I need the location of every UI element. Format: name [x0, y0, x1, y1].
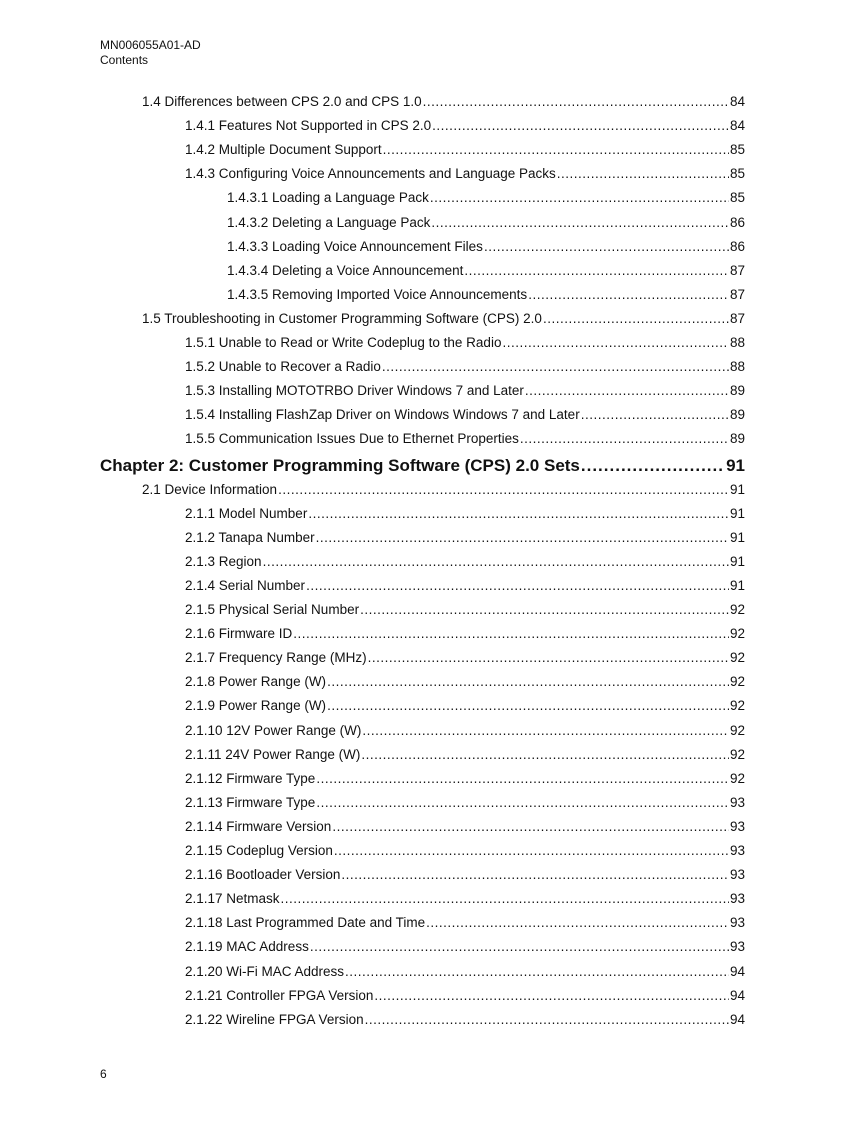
toc-entry-link[interactable]: [185, 791, 745, 815]
dot-leader: [520, 427, 729, 451]
toc-entry-link[interactable]: [185, 911, 745, 935]
toc-entry-link[interactable]: [185, 743, 745, 767]
toc-entry-title: 2.1.6 Firmware ID: [185, 626, 293, 642]
dot-leader: [334, 839, 729, 863]
toc-entry-page: 88: [729, 359, 745, 375]
dot-leader: [426, 911, 729, 935]
toc-entry-link[interactable]: [227, 186, 745, 210]
toc-entry-title: 2.1.9 Power Range (W): [185, 698, 327, 714]
toc-entry-page: 93: [729, 939, 745, 955]
toc-entry-link[interactable]: [185, 984, 745, 1008]
toc-entry-title: 1.4 Differences between CPS 2.0 and CPS 1.0: [142, 94, 422, 109]
toc-entry-title: 2.1.7 Frequency Range (MHz): [185, 650, 367, 666]
toc-entry-page: 87: [729, 286, 745, 302]
toc-entry-title: 1.5.4 Installing FlashZap Driver on Windows Windows 7 and Later: [185, 407, 580, 423]
toc-entry-page: 92: [729, 650, 745, 666]
dot-leader: [263, 550, 729, 574]
toc-entry-title: 2.1.17 Netmask: [185, 891, 280, 907]
dot-leader: [316, 526, 729, 550]
toc-entry-link[interactable]: [185, 887, 745, 911]
toc-entry-link[interactable]: [185, 598, 745, 622]
dot-leader: [528, 283, 729, 307]
toc-entry-title: 2.1.2 Tanapa Number: [185, 529, 315, 545]
toc-entry-link[interactable]: [185, 574, 745, 598]
dot-leader: [484, 235, 729, 259]
toc-entry-link[interactable]: [227, 235, 745, 259]
dot-leader: [464, 259, 729, 283]
toc-entry-title: 2.1.10 12V Power Range (W): [185, 722, 362, 738]
dot-leader: [557, 162, 729, 186]
toc-entry-page: 91: [729, 529, 745, 545]
toc-entry-link[interactable]: [185, 331, 745, 355]
toc-entry-title: 1.4.2 Multiple Document Support: [185, 142, 382, 158]
dot-leader: [525, 379, 729, 403]
toc-entry-link[interactable]: [185, 162, 745, 186]
toc-entry-page: 93: [729, 867, 745, 883]
dot-leader: [423, 90, 729, 114]
dot-leader: [306, 574, 729, 598]
toc-entry-title: 2.1.12 Firmware Type: [185, 770, 316, 786]
toc-entry-page: 94: [729, 1011, 745, 1027]
toc-chapter-link[interactable]: [100, 452, 745, 480]
dot-leader: [365, 1008, 729, 1032]
toc-entry-title: 2.1.3 Region: [185, 553, 262, 569]
toc-entry-page: 92: [729, 770, 745, 786]
toc-entry-page: 84: [729, 118, 745, 134]
dot-leader: [345, 960, 729, 984]
dot-leader: [368, 646, 729, 670]
document-id: MN006055A01-AD: [100, 38, 201, 52]
toc-entry-link[interactable]: [142, 307, 745, 331]
toc-entry-page: 87: [729, 310, 745, 326]
toc-entry-page: 87: [729, 262, 745, 278]
dot-leader: [430, 186, 729, 210]
toc-entry-page: 92: [729, 722, 745, 738]
toc-entry-link[interactable]: [185, 839, 745, 863]
toc-entry-page: 91: [729, 481, 745, 497]
toc-entry-title: 2.1.14 Firmware Version: [185, 818, 332, 834]
toc-entry-page: 93: [729, 818, 745, 834]
page-number: 6: [100, 1067, 107, 1081]
toc-entry-title: 1.4.3 Configuring Voice Announcements and Language Packs: [185, 166, 556, 182]
dot-leader: [432, 114, 729, 138]
dot-leader: [327, 670, 729, 694]
toc-entry-title: 2.1.4 Serial Number: [185, 577, 306, 593]
dot-leader: [360, 598, 729, 622]
toc-entry-page: 91: [729, 553, 745, 569]
dot-leader: [383, 138, 729, 162]
toc-entry-link[interactable]: [185, 1008, 745, 1032]
toc-entry-page: 89: [729, 431, 745, 447]
toc-entry-page: 85: [729, 166, 745, 182]
toc-entry-link[interactable]: [185, 403, 745, 427]
dot-leader: [581, 452, 725, 480]
toc-entry-title: 2.1.16 Bootloader Version: [185, 867, 341, 883]
toc-entry-page: 93: [729, 794, 745, 810]
dot-leader: [332, 815, 729, 839]
toc-entry-title: 1.4.1 Features Not Supported in CPS 2.0: [185, 118, 432, 134]
toc-entry-page: 94: [729, 963, 745, 979]
toc-entry-title: 1.4.3.3 Loading Voice Announcement Files: [227, 238, 483, 254]
toc-entry-link[interactable]: [185, 379, 745, 403]
toc-entry-page: 92: [729, 602, 745, 617]
toc-entry-link[interactable]: [185, 138, 745, 162]
toc-entry-page: 86: [729, 238, 745, 254]
dot-leader: [361, 743, 729, 767]
toc-entry-title: 2.1.11 24V Power Range (W): [185, 746, 361, 762]
toc-entry-page: 92: [729, 698, 745, 714]
toc-entry-page: 91: [726, 455, 745, 475]
toc-entry-page: 91: [729, 505, 745, 521]
dot-leader: [278, 478, 729, 502]
toc-entry-link[interactable]: [185, 694, 745, 718]
toc-entry-title: Chapter 2: Customer Programming Software (CPS) 2.0 Sets: [100, 455, 580, 475]
toc-entry-link[interactable]: [185, 114, 745, 138]
toc-entry-title: 2.1.18 Last Programmed Date and Time: [185, 915, 426, 931]
toc-entry-link[interactable]: [227, 259, 745, 283]
toc-entry-title: 2.1.19 MAC Address: [185, 939, 309, 955]
toc-entry-title: 1.4.3.4 Deleting a Voice Announcement: [227, 262, 464, 278]
toc-entry-link[interactable]: [185, 670, 745, 694]
toc-entry-page: 93: [729, 915, 745, 931]
dot-leader: [362, 719, 729, 743]
toc-entry-link[interactable]: [142, 478, 745, 502]
toc-entry-link[interactable]: [185, 719, 745, 743]
toc-entry-page: 91: [729, 577, 745, 593]
toc-entry-link[interactable]: [185, 960, 745, 984]
toc-entry-link[interactable]: [185, 767, 745, 791]
toc-entry-title: 1.4.3.5 Removing Imported Voice Announcements: [227, 286, 528, 302]
dot-leader: [374, 984, 729, 1008]
dot-leader: [327, 694, 729, 718]
toc-entry-title: 1.4.3.1 Loading a Language Pack: [227, 190, 429, 206]
toc-entry-title: 2.1.5 Physical Serial Number: [185, 602, 360, 617]
toc-entry-page: 89: [729, 407, 745, 423]
dot-leader: [502, 331, 729, 355]
toc-entry-title: 2.1.1 Model Number: [185, 505, 308, 521]
toc-entry-title: 1.5 Troubleshooting in Customer Programming Software (CPS) 2.0: [142, 310, 542, 326]
toc-entry-title: 1.4.3.2 Deleting a Language Pack: [227, 214, 431, 230]
toc-entry-page: 85: [729, 142, 745, 158]
toc-entry-link[interactable]: [227, 211, 745, 235]
dot-leader: [316, 767, 729, 791]
toc-entry-link[interactable]: [185, 355, 745, 379]
dot-leader: [316, 791, 729, 815]
toc-entry-link[interactable]: [185, 815, 745, 839]
toc-entry-page: 92: [729, 746, 745, 762]
toc-entry-link[interactable]: [185, 502, 745, 526]
dot-leader: [431, 211, 729, 235]
toc-entry-link[interactable]: [185, 427, 745, 451]
toc-entry-title: 1.5.3 Installing MOTOTRBO Driver Windows 7 and Later: [185, 383, 524, 399]
toc-entry-title: 2.1.22 Wireline FPGA Version: [185, 1011, 364, 1027]
toc-entry-link[interactable]: [185, 622, 745, 646]
toc-entry-page: 89: [729, 383, 745, 399]
toc-entry-page: 93: [729, 843, 745, 858]
dot-leader: [281, 887, 729, 911]
toc-entry-link[interactable]: [227, 283, 745, 307]
dot-leader: [581, 403, 729, 427]
toc-entry-title: 2.1.20 Wi-Fi MAC Address: [185, 963, 345, 979]
toc-entry-title: 1.5.5 Communication Issues Due to Ethernet Properties: [185, 431, 519, 447]
toc-entry-title: 1.5.2 Unable to Recover a Radio: [185, 359, 381, 375]
toc-entry-title: 2.1.21 Controller FPGA Version: [185, 987, 374, 1003]
toc-entry-page: 84: [729, 94, 745, 109]
toc-entry-link[interactable]: [185, 550, 745, 574]
toc-entry-title: 2.1 Device Information: [142, 481, 278, 497]
dot-leader: [308, 502, 729, 526]
toc-entry-page: 94: [729, 987, 745, 1003]
toc-entry-page: 92: [729, 674, 745, 690]
dot-leader: [543, 307, 729, 331]
toc-entry-link[interactable]: [185, 526, 745, 550]
toc-entry-title: 1.5.1 Unable to Read or Write Codeplug to the Radio: [185, 335, 502, 350]
dot-leader: [293, 622, 729, 646]
toc-entry-page: 92: [729, 626, 745, 642]
toc-entry-page: 85: [729, 190, 745, 206]
toc-entry-link[interactable]: [142, 90, 745, 114]
dot-leader: [310, 935, 729, 959]
toc-entry-link[interactable]: [185, 863, 745, 887]
toc-entry-title: 2.1.15 Codeplug Version: [185, 843, 333, 858]
toc-entry-title: 2.1.8 Power Range (W): [185, 674, 327, 690]
toc-entry-link[interactable]: [185, 935, 745, 959]
section-title: Contents: [100, 53, 149, 67]
dot-leader: [341, 863, 729, 887]
dot-leader: [382, 355, 729, 379]
toc-entry-page: 93: [729, 891, 745, 907]
toc-entry-page: 88: [729, 335, 745, 350]
toc-entry-page: 86: [729, 214, 745, 230]
toc-entry-title: 2.1.13 Firmware Type: [185, 794, 316, 810]
toc-entry-link[interactable]: [185, 646, 745, 670]
page-header: [100, 38, 201, 68]
